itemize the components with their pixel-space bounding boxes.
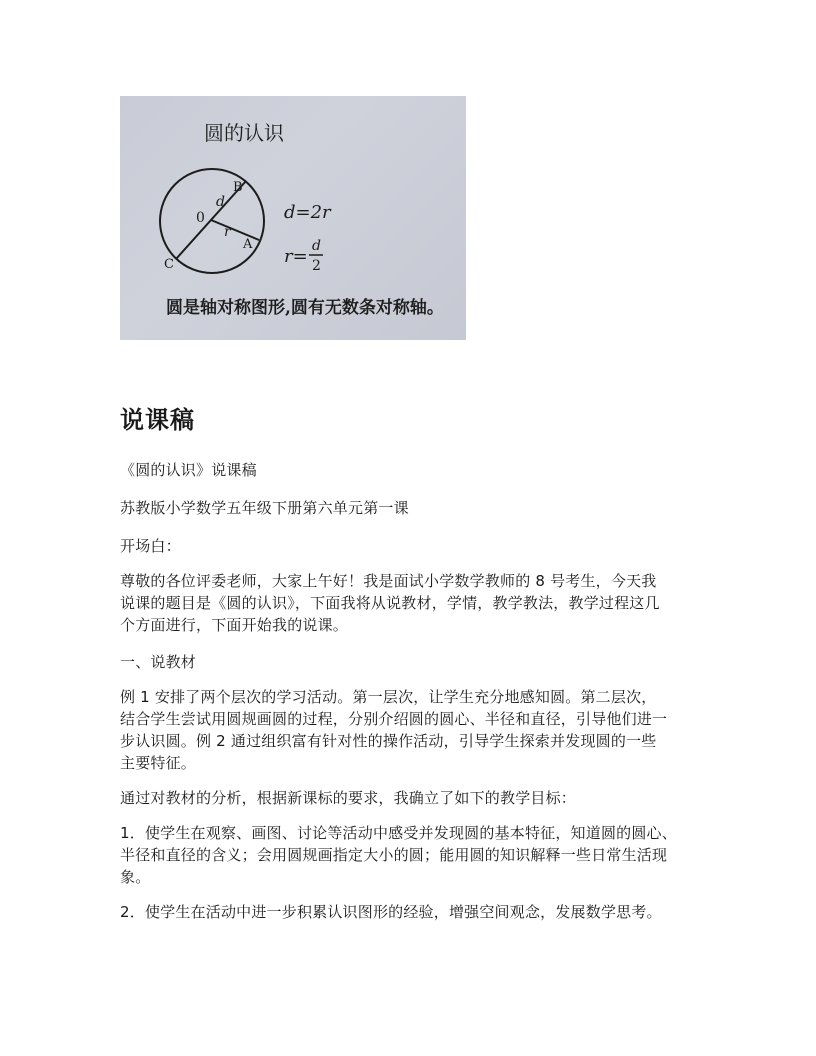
goals-intro-paragraph: 通过对教材的分析，根据新课标的要求，我确立了如下的教学目标： [120,789,577,807]
opening-speech-paragraph [120,570,700,636]
goal-2-paragraph: 2．使学生在活动中进一步积累认识图形的经验，增强空间观念，发展数学思考。 [120,903,662,921]
document-heading: 说课稿 [120,406,195,434]
text-line: 例 1 安排了两个层次的学习活动。第一层次，让学生充分地感知圆。第二层次， [120,688,657,706]
teaching-material-paragraph [120,686,700,774]
formula-radius-left: r= [284,246,308,267]
text-line: 1．使学生在观察、画图、讨论等活动中感受并发现圆的基本特征，知道圆的圆心、 [120,824,677,842]
label-a: A [243,237,253,252]
doc-title-paragraph: 《圆的认识》说课稿 [120,461,257,479]
text-line: 说课的题目是《圆的认识》，下面我将从说教材，学情，教学教法，教学过程这几 [120,594,660,612]
photo-caption: 圆是轴对称图形,圆有无数条对称轴。 [166,298,444,318]
label-c: C [164,257,174,272]
opening-label-paragraph: 开场白： [120,537,181,555]
text-line: 主要特征。 [120,754,197,772]
handwritten-note-photo [120,96,466,340]
circle-sketch [120,96,466,340]
text-line: 象。 [120,868,151,886]
text-line: 半径和直径的含义；会用圆规画指定大小的圆；能用圆的知识解释一些日常生活现 [120,846,668,864]
label-o: 0 [196,210,205,226]
text-line: 结合学生尝试用圆规画圆的过程，分别介绍圆的圆心、半径和直径，引导他们进一 [120,710,668,728]
formula-diameter: d=2r [284,202,331,223]
text-line: 个方面进行，下面开始我的说课。 [120,616,349,634]
formula-radius-numerator: d [312,238,321,254]
label-d: d [216,194,225,210]
label-b: B [233,180,243,195]
photo-title: 圆的认识 [204,121,284,145]
formula-radius-denominator: 2 [312,258,321,274]
text-line: 步认识圆。例 2 通过组织富有针对性的操作活动，引导学生探索并发现圆的一些 [120,732,657,750]
textbook-info-paragraph: 苏教版小学数学五年级下册第六单元第一课 [120,499,409,517]
section-heading-teaching-material: 一、说教材 [120,653,197,671]
goal-1-paragraph [120,822,700,888]
label-r: r [224,224,231,240]
text-line: 尊敬的各位评委老师，大家上午好！我是面试小学数学教师的 8 号考生，今天我 [120,572,657,590]
